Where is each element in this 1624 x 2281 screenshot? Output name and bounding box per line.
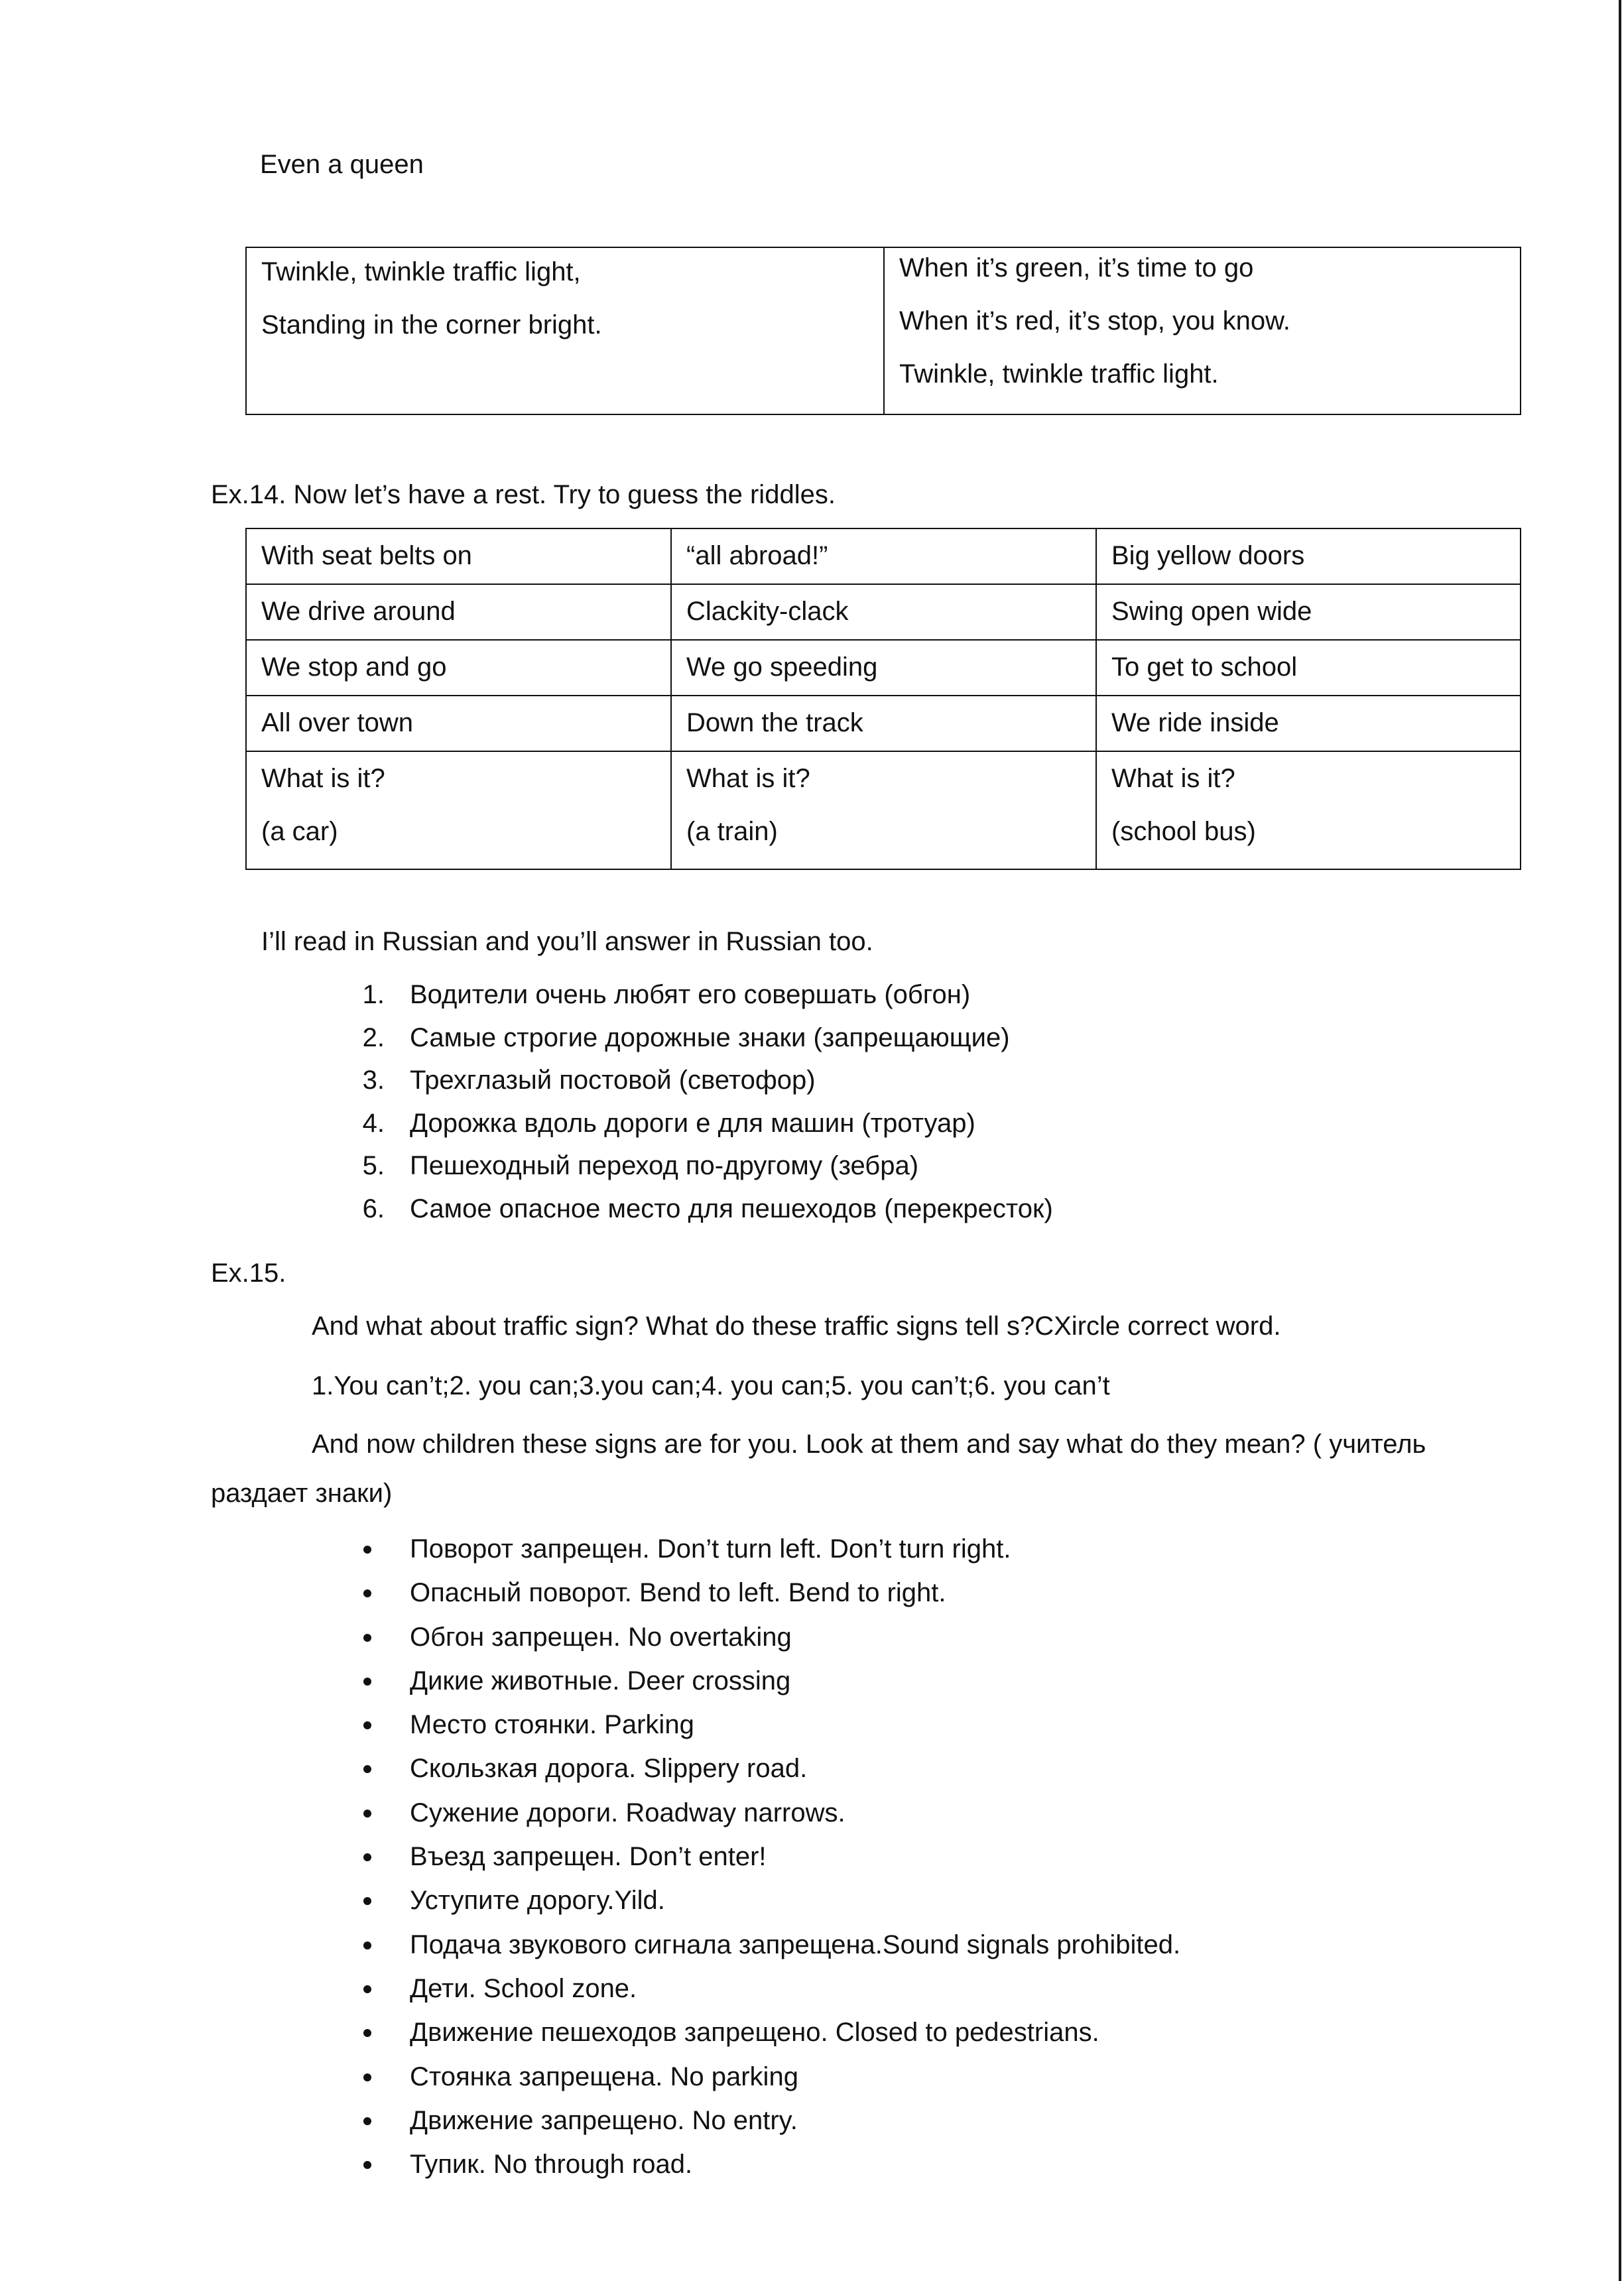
list-item <box>358 1797 1180 1841</box>
poem-table <box>245 247 1521 415</box>
list-item <box>358 2061 1180 2105</box>
ex14-heading: Ex.14. Now let’s have a rest. Try to guess the riddles. <box>211 480 836 509</box>
list-text: Самое опасное место для пешеходов (перекресток) <box>410 1194 1053 1223</box>
ex15-answers: 1.You can’t;2. you can;3.you can;4. you can;5. you can’t;6. you can’t <box>312 1371 1110 1400</box>
table-cell: We go speeding <box>671 640 1096 696</box>
list-number: 5. <box>362 1151 385 1180</box>
list-text: Стоянка запрещена. No parking <box>410 2062 798 2091</box>
table-row <box>246 751 1521 869</box>
list-text: Въезд запрещен. Don’t enter! <box>410 1842 767 1872</box>
list-item <box>358 2105 1180 2148</box>
ex15-paragraph-line-2: раздает знаки) <box>211 1479 393 1508</box>
bullet-icon <box>363 1546 371 1554</box>
list-text: Водители очень любят его совершать (обгон) <box>410 980 971 1009</box>
bullet-icon <box>363 2029 371 2037</box>
list-item <box>350 1107 1053 1150</box>
table-row <box>246 584 1521 640</box>
scan-edge-border <box>1619 0 1621 2281</box>
list-text: Движение запрещено. No entry. <box>410 2105 798 2135</box>
intro-line: Even a queen <box>260 150 424 179</box>
riddle-answer: (a car) <box>261 817 338 846</box>
poem-right-cell <box>884 247 1521 414</box>
list-text: Дикие животные. Deer crossing <box>410 1666 791 1695</box>
table-cell: We drive around <box>246 584 671 640</box>
table-row <box>246 640 1521 696</box>
list-item <box>358 1577 1180 1621</box>
riddle-answer: (a train) <box>686 817 778 846</box>
table-cell <box>246 751 671 869</box>
traffic-signs-list <box>358 1533 1180 2192</box>
list-text: Опасный поворот. Bend to left. Bend to right. <box>410 1578 946 1608</box>
bullet-icon <box>363 2073 371 2081</box>
ex15-heading: Ex.15. <box>211 1259 286 1288</box>
list-item <box>358 1884 1180 1928</box>
riddle-question: What is it? <box>1111 764 1235 793</box>
bullet-icon <box>363 2161 371 2169</box>
bullet-icon <box>363 1634 371 1642</box>
list-item <box>350 1193 1053 1236</box>
russian-riddle-list <box>350 979 1053 1235</box>
table-cell: Big yellow doors <box>1096 528 1521 584</box>
list-text: Место стоянки. Parking <box>410 1710 694 1740</box>
list-text: Дорожка вдоль дороги е для машин (тротуар) <box>410 1108 975 1138</box>
list-text: Уступите дорогу.Yild. <box>410 1886 665 1916</box>
riddle-question: What is it? <box>261 764 385 793</box>
list-item <box>350 1022 1053 1065</box>
table-cell: Clackity-clack <box>671 584 1096 640</box>
bullet-icon <box>363 1678 371 1686</box>
bullet-icon <box>363 1765 371 1773</box>
list-item <box>358 1709 1180 1753</box>
table-row <box>246 696 1521 751</box>
bullet-icon <box>363 1810 371 1818</box>
table-cell: With seat belts on <box>246 528 671 584</box>
list-item <box>358 1621 1180 1665</box>
table-cell: To get to school <box>1096 640 1521 696</box>
bullet-icon <box>363 1589 371 1597</box>
bullet-icon <box>363 2117 371 2125</box>
table-cell <box>671 751 1096 869</box>
list-text: Скользкая дорога. Slippery road. <box>410 1754 808 1784</box>
list-text: Трехглазый постовой (светофор) <box>410 1066 816 1095</box>
list-number: 2. <box>362 1022 385 1052</box>
list-item <box>358 1841 1180 1884</box>
list-item <box>358 1973 1180 2016</box>
list-text: Движение пешеходов запрещено. Closed to pedestrians. <box>410 2018 1099 2048</box>
list-item <box>358 1929 1180 1973</box>
ex15-question: And what about traffic sign? What do these traffic signs tell s?CXircle correct word. <box>312 1312 1281 1341</box>
list-text: Самые строгие дорожные знаки (запрещающие) <box>410 1022 1010 1052</box>
table-cell: Down the track <box>671 696 1096 751</box>
poem-left-cell <box>246 247 884 414</box>
bullet-icon <box>363 1853 371 1861</box>
list-number: 6. <box>362 1194 385 1223</box>
list-item <box>358 1533 1180 1577</box>
list-item <box>350 1064 1053 1107</box>
list-text: Поворот запрещен. Don’t turn left. Don’t turn right. <box>410 1534 1011 1564</box>
ex15-paragraph-line-1: And now children these signs are for you. Look at them and say what do they mean? ( учитель <box>312 1430 1426 1459</box>
poem-line: When it’s green, it’s time to go <box>899 253 1254 282</box>
list-text: Сужение дороги. Roadway narrows. <box>410 1798 845 1827</box>
list-item <box>350 1150 1053 1193</box>
list-item <box>358 1665 1180 1709</box>
list-item <box>358 1753 1180 1796</box>
list-text: Дети. School zone. <box>410 1973 637 2003</box>
table-cell: Swing open wide <box>1096 584 1521 640</box>
riddle-question: What is it? <box>686 764 810 793</box>
list-text: Тупик. No through road. <box>410 2150 693 2180</box>
list-text: Подача звукового сигнала запрещена.Sound signals prohibited. <box>410 1930 1181 1959</box>
list-text: Обгон запрещен. No overtaking <box>410 1622 792 1652</box>
list-item <box>358 2148 1180 2192</box>
bullet-icon <box>363 1721 371 1729</box>
table-cell: All over town <box>246 696 671 751</box>
riddle-answer: (school bus) <box>1111 817 1256 846</box>
bullet-icon <box>363 1942 371 1949</box>
riddles-table <box>245 528 1521 870</box>
poem-row <box>246 247 1521 414</box>
poem-line: Standing in the corner bright. <box>261 310 602 339</box>
table-cell: We ride inside <box>1096 696 1521 751</box>
table-row <box>246 528 1521 584</box>
poem-line: Twinkle, twinkle traffic light, <box>261 257 581 286</box>
table-cell: We stop and go <box>246 640 671 696</box>
table-cell: “all abroad!” <box>671 528 1096 584</box>
list-number: 3. <box>362 1066 385 1095</box>
poem-line: Twinkle, twinkle traffic light. <box>899 359 1219 389</box>
list-item <box>350 979 1053 1022</box>
russian-intro: I’ll read in Russian and you’ll answer in Russian too. <box>261 927 873 956</box>
list-number: 4. <box>362 1108 385 1138</box>
list-item <box>358 2016 1180 2060</box>
table-cell <box>1096 751 1521 869</box>
list-text: Пешеходный переход по-другому (зебра) <box>410 1151 919 1180</box>
list-number: 1. <box>362 980 385 1009</box>
bullet-icon <box>363 1985 371 1993</box>
poem-line: When it’s red, it’s stop, you know. <box>899 306 1290 336</box>
bullet-icon <box>363 1897 371 1905</box>
